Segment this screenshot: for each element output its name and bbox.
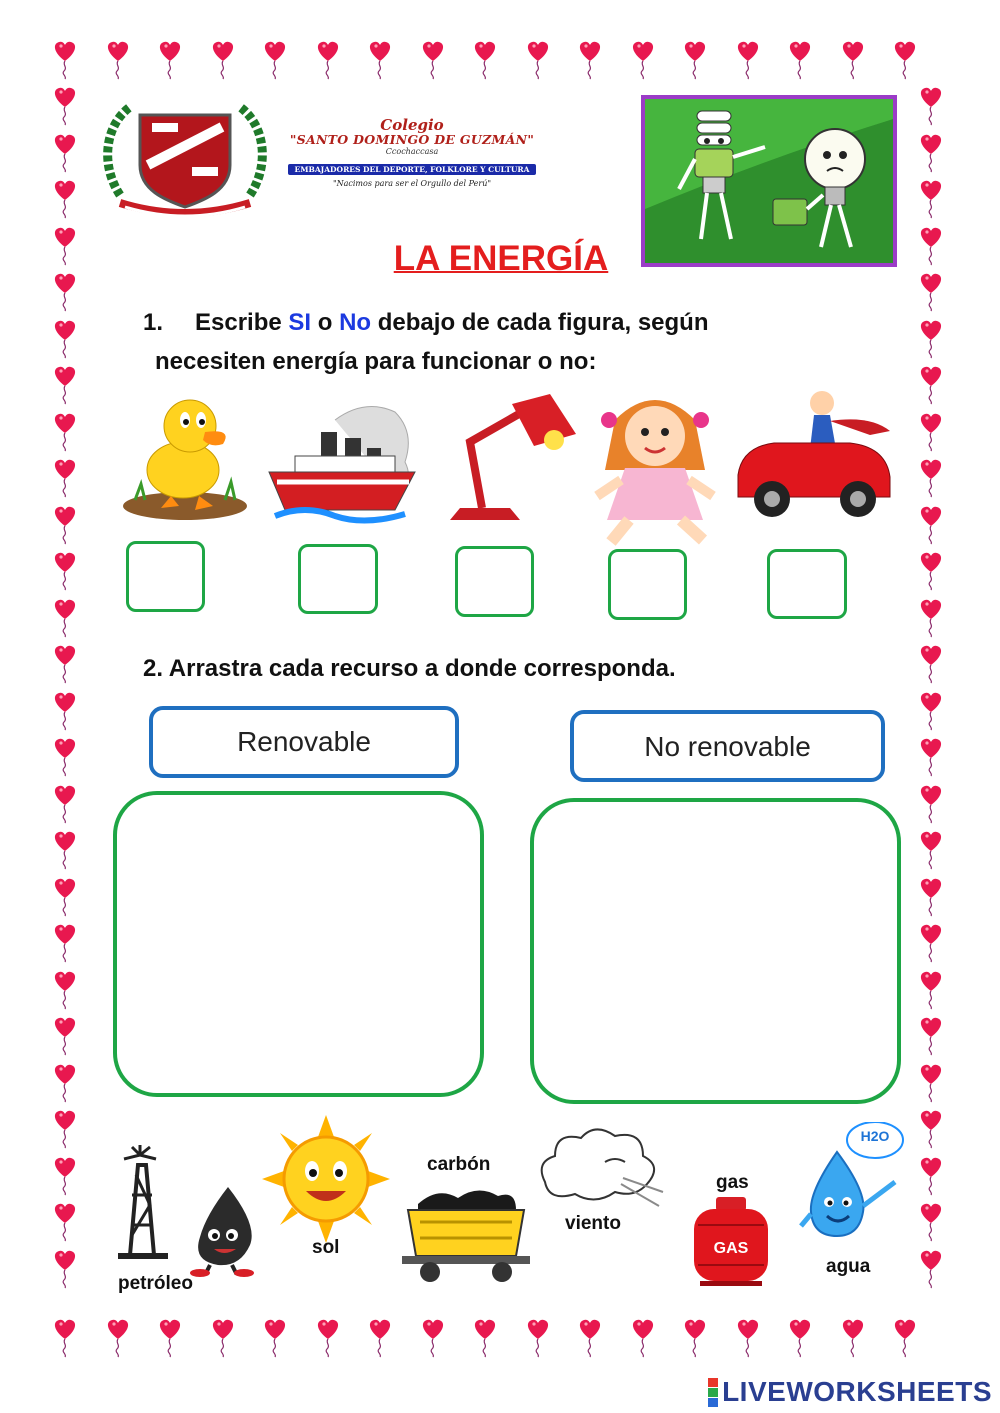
car-icon	[730, 385, 895, 527]
ship-icon	[265, 392, 425, 532]
question-1-line-1	[143, 308, 783, 338]
school-name: "SANTO DOMINGO DE GUZMÁN"	[289, 132, 535, 147]
heart-balloon-icon	[918, 691, 944, 731]
heart-balloon-icon	[420, 1318, 446, 1358]
heart-balloon-icon	[472, 40, 498, 80]
heart-balloon-icon	[367, 1318, 393, 1358]
heart-balloon-icon	[918, 551, 944, 591]
heart-balloon-icon	[52, 923, 78, 963]
heart-balloon-icon	[52, 1156, 78, 1196]
heart-balloon-icon	[787, 1318, 813, 1358]
heart-balloon-icon	[918, 319, 944, 359]
sun-icon[interactable]	[262, 1115, 390, 1243]
question-2-text: 2. Arrastra cada recurso a donde corresponda.	[143, 655, 676, 682]
heart-balloon-icon	[577, 1318, 603, 1358]
heart-balloon-icon	[52, 319, 78, 359]
renovable-drop-zone[interactable]	[113, 791, 484, 1097]
heart-balloon-icon	[682, 40, 708, 80]
heart-balloon-icon	[918, 226, 944, 266]
heart-balloon-icon	[52, 877, 78, 917]
duck-icon	[115, 388, 255, 528]
heart-balloon-icon	[918, 179, 944, 219]
school-crest-icon	[100, 95, 270, 220]
heart-balloon-icon	[52, 1318, 78, 1358]
heart-balloon-icon	[918, 505, 944, 545]
heart-balloon-icon	[105, 1318, 131, 1358]
light-bulbs-icon	[645, 99, 893, 263]
no-word: No	[339, 309, 372, 336]
h2o-label: H2O	[860, 1128, 890, 1144]
heart-balloon-icon	[525, 40, 551, 80]
heart-balloon-icon	[52, 1249, 78, 1289]
heart-balloon-icon	[630, 1318, 656, 1358]
heart-balloon-icon	[918, 923, 944, 963]
heart-balloon-icon	[892, 1318, 918, 1358]
agua-label: agua	[826, 1256, 871, 1277]
q1-text-c: debajo de cada figura, según	[371, 309, 709, 336]
question-1-number: 1.	[143, 309, 164, 336]
heart-balloon-icon	[918, 1109, 944, 1149]
heart-balloon-icon	[52, 179, 78, 219]
answer-box-car[interactable]	[767, 549, 847, 619]
petroleo-label: petróleo	[118, 1273, 193, 1294]
heart-balloon-icon	[918, 1202, 944, 1242]
answer-box-ship[interactable]	[298, 544, 378, 614]
heart-balloon-icon	[918, 1016, 944, 1056]
doll-icon	[585, 380, 725, 550]
heart-balloon-icon	[367, 40, 393, 80]
heart-balloon-icon	[52, 86, 78, 126]
question-1-line-2: necesiten energía para funcionar o no:	[155, 348, 597, 375]
heart-balloon-icon	[210, 1318, 236, 1358]
heart-balloon-icon	[840, 40, 866, 80]
heart-balloon-icon	[840, 1318, 866, 1358]
heart-balloon-icon	[918, 644, 944, 684]
heart-balloon-icon	[735, 40, 761, 80]
heart-balloon-icon	[420, 40, 446, 80]
liveworksheets-logo[interactable]	[708, 1377, 992, 1407]
heart-balloon-icon	[52, 1109, 78, 1149]
renovable-header: Renovable	[149, 706, 459, 778]
school-place: Ccochaccasa	[385, 147, 439, 156]
heart-balloon-icon	[918, 737, 944, 777]
heart-balloon-icon	[52, 970, 78, 1010]
heart-balloon-icon	[918, 458, 944, 498]
heart-balloon-icon	[52, 365, 78, 405]
heart-balloon-icon	[52, 1016, 78, 1056]
si-word: SI	[288, 309, 312, 336]
carbon-cart-icon[interactable]	[398, 1180, 534, 1284]
heart-balloon-icon	[52, 40, 78, 80]
heart-balloon-icon	[577, 40, 603, 80]
school-logo	[100, 95, 565, 220]
heart-balloon-icon	[52, 226, 78, 266]
heart-balloon-icon	[630, 40, 656, 80]
desk-lamp-icon	[430, 390, 580, 530]
petroleo-icon[interactable]	[110, 1145, 270, 1280]
heart-balloon-icon	[918, 86, 944, 126]
heart-balloon-icon	[918, 1156, 944, 1196]
heart-balloon-icon	[52, 505, 78, 545]
heart-balloon-icon	[52, 644, 78, 684]
heart-balloon-icon	[918, 133, 944, 173]
heart-balloon-icon	[52, 1202, 78, 1242]
no-renovable-drop-zone[interactable]	[530, 798, 901, 1104]
heart-balloon-icon	[52, 551, 78, 591]
heart-balloon-icon	[52, 412, 78, 452]
carbon-label: carbón	[427, 1154, 491, 1175]
bulb-illustration	[641, 95, 897, 267]
heart-balloon-icon	[525, 1318, 551, 1358]
heart-balloon-icon	[105, 40, 131, 80]
heart-balloon-icon	[52, 458, 78, 498]
heart-balloon-icon	[52, 784, 78, 824]
gas-label: gas	[716, 1172, 749, 1193]
heart-balloon-icon	[52, 737, 78, 777]
heart-balloon-icon	[315, 40, 341, 80]
heart-balloon-icon	[210, 40, 236, 80]
heart-balloon-icon	[472, 1318, 498, 1358]
no-renovable-header: No renovable	[570, 710, 885, 782]
answer-box-doll[interactable]	[608, 549, 687, 620]
wind-cloud-icon[interactable]	[535, 1122, 665, 1214]
lws-badge-icon	[708, 1378, 718, 1407]
heart-balloon-icon	[52, 133, 78, 173]
heart-balloon-icon	[52, 1063, 78, 1103]
heart-balloon-icon	[918, 412, 944, 452]
heart-balloon-icon	[682, 1318, 708, 1358]
page-title: LA ENERGÍA	[393, 239, 609, 278]
heart-balloon-icon	[52, 272, 78, 312]
heart-balloon-icon	[918, 784, 944, 824]
heart-balloon-icon	[918, 272, 944, 312]
heart-balloon-icon	[262, 1318, 288, 1358]
heart-balloon-icon	[262, 40, 288, 80]
liveworksheets-brand: LIVEWORKSHEETS	[722, 1376, 992, 1407]
heart-balloon-icon	[157, 40, 183, 80]
heart-balloon-icon	[787, 40, 813, 80]
heart-balloon-icon	[918, 970, 944, 1010]
heart-balloon-icon	[315, 1318, 341, 1358]
heart-balloon-icon	[157, 1318, 183, 1358]
heart-balloon-icon	[918, 598, 944, 638]
heart-balloon-icon	[918, 877, 944, 917]
heart-balloon-icon	[918, 365, 944, 405]
heart-balloon-icon	[735, 1318, 761, 1358]
heart-balloon-icon	[918, 1063, 944, 1103]
sol-label: sol	[312, 1237, 340, 1258]
answer-box-lamp[interactable]	[455, 546, 534, 617]
gas-tank-label: GAS	[713, 1240, 749, 1257]
viento-label: viento	[565, 1213, 621, 1234]
answer-box-duck[interactable]	[126, 541, 205, 612]
heart-balloon-icon	[918, 1249, 944, 1289]
q1-text-a: Escribe	[195, 309, 289, 336]
heart-balloon-icon	[52, 830, 78, 870]
heart-balloon-icon	[52, 691, 78, 731]
heart-balloon-icon	[892, 40, 918, 80]
school-motto: "Nacimos para ser el Orgullo del Perú"	[332, 179, 492, 188]
heart-balloon-icon	[918, 830, 944, 870]
heart-balloon-icon	[52, 598, 78, 638]
school-label: Colegio	[380, 116, 444, 134]
q1-text-b: o	[311, 309, 340, 336]
school-banner: EMBAJADORES DEL DEPORTE, FOLKLORE Y CULTURA	[288, 164, 535, 175]
